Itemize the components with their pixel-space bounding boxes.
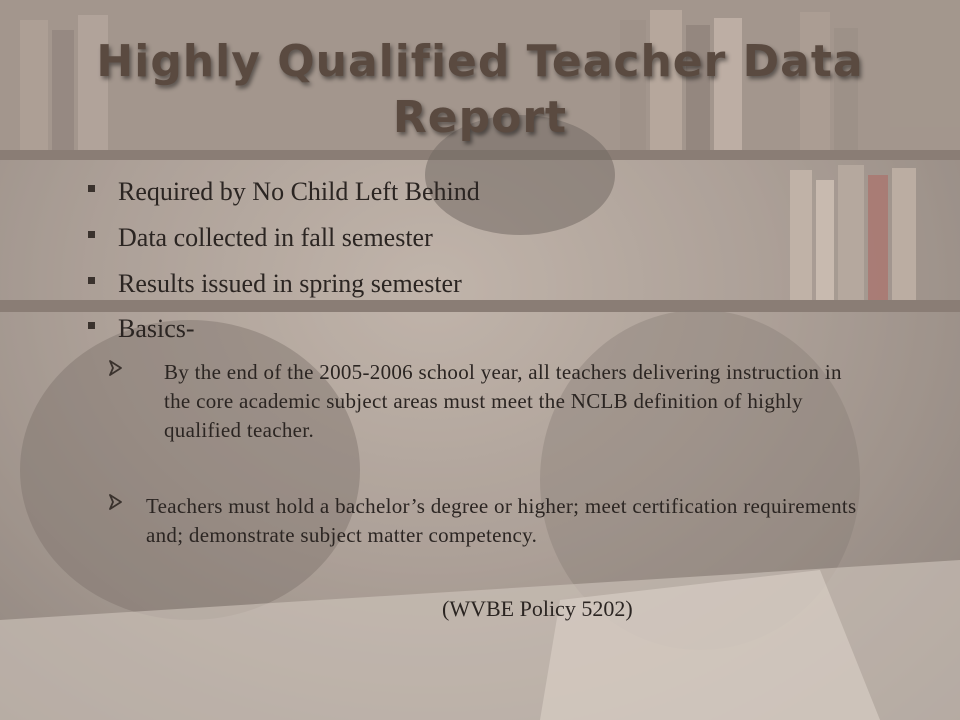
sub-bullet-text: Teachers must hold a bachelor’s degree or higher; meet certification requirements and; demonstrate subject matter competency. (146, 494, 857, 547)
sub-bullet-text: By the end of the 2005-2006 school year, all teachers delivering instruction in the core academic subject areas must meet the NCLB definition of highly qualified teacher. (164, 360, 842, 442)
slide-title: Highly Qualified Teacher Data Report (96, 36, 864, 143)
square-bullet-icon (88, 277, 95, 284)
square-bullet-icon (88, 322, 95, 329)
square-bullet-icon (88, 231, 95, 238)
bullet-text: Basics- (118, 314, 195, 343)
bullet-text: Results issued in spring semester (118, 269, 462, 298)
arrow-bullet-icon (108, 492, 124, 512)
policy-citation: (WVBE Policy 5202) (442, 596, 633, 621)
square-bullet-icon (88, 185, 95, 192)
bullet-text: Data collected in fall semester (118, 223, 433, 252)
arrow-bullet-icon (108, 358, 124, 378)
bullet-text: Required by No Child Left Behind (118, 177, 480, 206)
